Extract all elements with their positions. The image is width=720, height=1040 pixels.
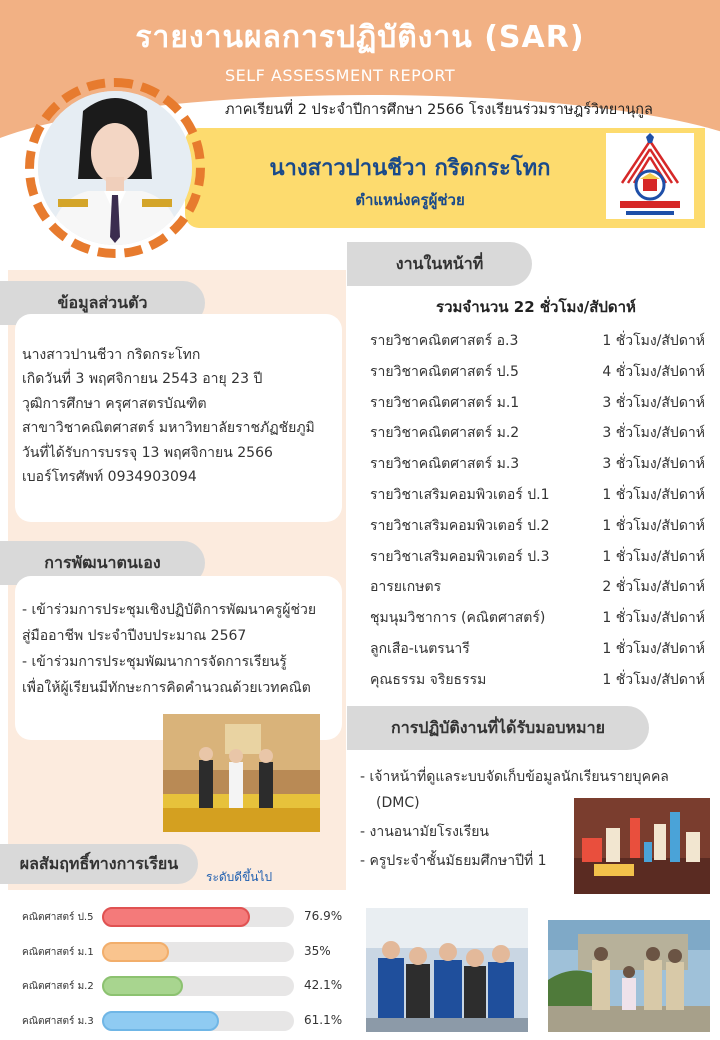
development-line: เพื่อให้ผู้เรียนมีทักษะการคิดคำนวณด้วยเวทคณิต bbox=[22, 680, 311, 696]
duty-subject: ชุมนุมวิชาการ (คณิตศาสตร์) bbox=[370, 610, 546, 627]
duty-hours: 2 ชั่วโมง/สัปดาห์ bbox=[602, 579, 705, 596]
duties-total: รวมจำนวน 22 ชั่วโมง/สัปดาห์ bbox=[436, 298, 636, 316]
teacher-photo bbox=[38, 91, 192, 245]
assignment-line: - เจ้าหน้าที่ดูแลระบบจัดเก็บข้อมูลนักเรียนรายบุคคล bbox=[360, 769, 669, 785]
duties-heading: งานในหน้าที่ bbox=[347, 242, 532, 286]
duty-row bbox=[370, 480, 705, 511]
page-subtitle: SELF ASSESSMENT REPORT bbox=[225, 66, 456, 85]
training-photo bbox=[163, 714, 320, 832]
teacher-name: นางสาวปานชีวา กริดกระโทก bbox=[269, 156, 551, 181]
duty-subject: ลูกเสือ-เนตรนารี bbox=[370, 641, 470, 657]
duty-hours: 1 ชั่วโมง/สัปดาห์ bbox=[602, 333, 705, 349]
students-photo bbox=[366, 908, 528, 1032]
bar-label: คณิตศาสตร์ ม.3 bbox=[22, 1015, 94, 1027]
personal-line: นางสาวปานชีวา กริดกระโทก bbox=[22, 347, 201, 363]
duty-hours: 3 ชั่วโมง/สัปดาห์ bbox=[602, 425, 705, 442]
teacher-position: ตำแหน่งครูผู้ช่วย bbox=[355, 191, 465, 209]
duty-hours: 1 ชั่วโมง/สัปดาห์ bbox=[602, 487, 705, 503]
duty-subject: รายวิชาคณิตศาสตร์ ม.1 bbox=[370, 394, 520, 411]
duty-subject: รายวิชาคณิตศาสตร์ ม.2 bbox=[370, 425, 520, 442]
bar-value: 42.1% bbox=[304, 978, 343, 992]
assignment-line: (DMC) bbox=[376, 795, 420, 811]
event-photo bbox=[548, 920, 710, 1032]
bar-label: คณิตศาสตร์ ม.2 bbox=[22, 981, 94, 992]
duty-subject: รายวิชาเสริมคอมพิวเตอร์ ป.2 bbox=[370, 517, 550, 534]
personal-line: เกิดวันที่ 3 พฤศจิกายน 2543 อายุ 23 ปี bbox=[22, 371, 263, 388]
duty-subject: รายวิชาเสริมคอมพิวเตอร์ ป.1 bbox=[370, 487, 550, 503]
duty-hours: 3 ชั่วโมง/สัปดาห์ bbox=[602, 394, 705, 411]
self-development-info bbox=[22, 597, 316, 701]
personal-heading: ข้อมูลส่วนตัว bbox=[0, 281, 205, 325]
bar-fill bbox=[102, 942, 169, 962]
duty-hours: 1 ชั่วโมง/สัปดาห์ bbox=[602, 671, 705, 688]
achievement-heading: ผลสัมฤทธิ์ทางการเรียน bbox=[0, 844, 198, 884]
semester-line: ภาคเรียนที่ 2 ประจำปีการศึกษา 2566 โรงเรียนร่วมราษฎร์วิทยานุกูล bbox=[225, 102, 653, 118]
page-title: รายงานผลการปฏิบัติงาน (SAR) bbox=[135, 20, 585, 55]
assignment-line: - ครูประจำชั้นมัธยมศึกษาปีที่ 1 bbox=[360, 853, 547, 869]
personal-line: สาขาวิชาคณิตศาสตร์ มหาวิทยาลัยราชภัฏชัยภูมิ bbox=[22, 420, 315, 437]
duty-hours: 4 ชั่วโมง/สัปดาห์ bbox=[602, 363, 705, 380]
bar-value: 61.1% bbox=[304, 1012, 343, 1027]
bar-fill bbox=[102, 1011, 219, 1031]
duty-subject: คุณธรรม จริยธรรม bbox=[370, 671, 487, 688]
duty-row bbox=[370, 665, 705, 696]
duty-subject: อารยเกษตร bbox=[370, 579, 442, 596]
duty-hours: 1 ชั่วโมง/สัปดาห์ bbox=[602, 610, 705, 627]
personal-line: วันที่ได้รับการบรรจุ 13 พฤศจิกายน 2566 bbox=[22, 444, 273, 461]
development-line: สู่มืออาชีพ ประจำปีงบประมาณ 2567 bbox=[22, 628, 247, 644]
assignments-heading: การปฏิบัติงานที่ได้รับมอบหมาย bbox=[347, 706, 649, 750]
duty-hours: 1 ชั่วโมง/สัปดาห์ bbox=[602, 548, 705, 565]
assignment-line: - งานอนามัยโรงเรียน bbox=[360, 824, 489, 840]
bar-value: 35% bbox=[304, 943, 331, 958]
duty-hours: 3 ชั่วโมง/สัปดาห์ bbox=[602, 456, 705, 473]
personal-info bbox=[22, 343, 315, 489]
bar-fill bbox=[102, 976, 183, 996]
duty-row bbox=[370, 388, 705, 419]
duty-row bbox=[370, 603, 705, 634]
duty-row bbox=[370, 418, 705, 449]
personal-line: วุฒิการศึกษา ครุศาสตรบัณฑิต bbox=[22, 395, 207, 412]
school-logo bbox=[606, 133, 694, 219]
duty-subject: รายวิชาคณิตศาสตร์ อ.3 bbox=[370, 333, 519, 349]
duty-row bbox=[370, 449, 705, 480]
personal-line: เบอร์โทรศัพท์ 0934903094 bbox=[22, 469, 197, 486]
duty-hours: 1 ชั่วโมง/สัปดาห์ bbox=[602, 641, 705, 657]
development-line: - เข้าร่วมการประชุมเชิงปฏิบัติการพัฒนาครูผู้ช่วย bbox=[22, 602, 317, 618]
development-line: - เข้าร่วมการประชุมพัฒนาการจัดการเรียนรู้ bbox=[22, 654, 287, 670]
bar-value: 76.9% bbox=[304, 909, 343, 923]
duty-row bbox=[370, 326, 705, 357]
duty-subject: รายวิชาคณิตศาสตร์ ม.3 bbox=[370, 456, 520, 473]
duty-row bbox=[370, 511, 705, 542]
bar-label: คณิตศาสตร์ ป.5 bbox=[22, 912, 94, 923]
duty-row bbox=[370, 542, 705, 573]
duty-row bbox=[370, 634, 705, 665]
duty-hours: 1 ชั่วโมง/สัปดาห์ bbox=[602, 517, 705, 534]
bar-label: คณิตศาสตร์ ม.1 bbox=[22, 946, 94, 958]
duty-subject: รายวิชาคณิตศาสตร์ ป.5 bbox=[370, 363, 519, 380]
duty-row bbox=[370, 572, 705, 603]
health-supplies-photo bbox=[574, 798, 710, 894]
self-development-heading: การพัฒนาตนเอง bbox=[0, 541, 205, 585]
duty-subject: รายวิชาเสริมคอมพิวเตอร์ ป.3 bbox=[370, 548, 550, 565]
bar-fill bbox=[102, 907, 250, 927]
duty-row bbox=[370, 357, 705, 388]
achievement-note: ระดับดีขึ้นไป bbox=[206, 870, 273, 884]
